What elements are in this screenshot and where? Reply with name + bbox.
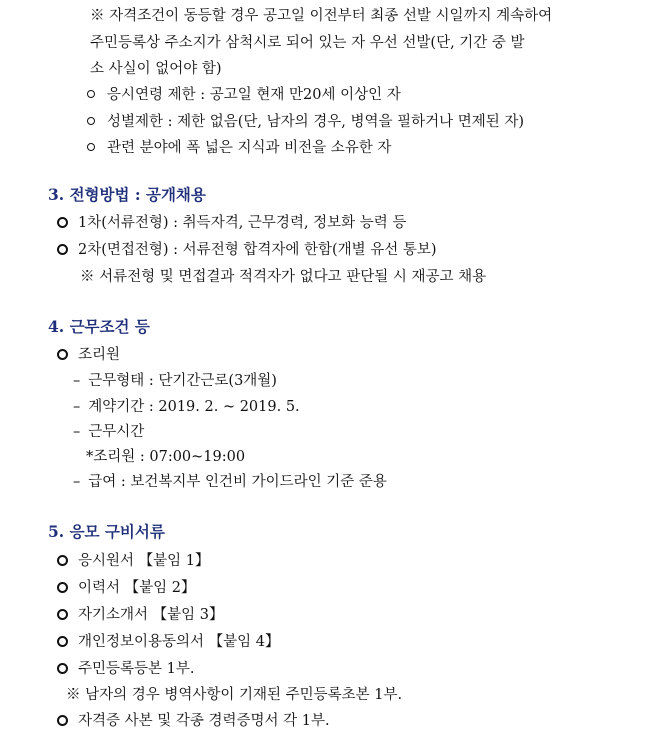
list-item	[57, 551, 210, 571]
section-3-heading: 3. 전형방법 : 공개채용	[48, 185, 206, 204]
second-stage-text: 2차(면접전형) : 서류전형 합격자에 한함(개별 유선 통보)	[78, 242, 437, 258]
selection-note: ※ 서류전형 및 면접결과 적격자가 없다고 판단될 시 재공고 채용	[80, 269, 487, 285]
circle-bullet-icon	[57, 217, 68, 228]
circle-bullet-icon	[57, 636, 68, 647]
list-item	[57, 240, 437, 260]
sub-item	[73, 422, 144, 442]
list-item	[57, 213, 406, 233]
dash-bullet-icon: –	[73, 424, 81, 440]
circle-bullet-icon	[57, 663, 68, 674]
sub-item	[73, 472, 387, 492]
working-hours-label: 근무시간	[88, 424, 145, 440]
list-item	[57, 605, 224, 625]
small-circle-bullet-icon	[87, 117, 95, 125]
small-circle-bullet-icon	[87, 143, 95, 151]
list-item	[57, 659, 195, 679]
age-limit-text: 응시연령 제한 : 공고일 현재 만20세 이상인 자	[107, 87, 401, 103]
list-item	[57, 578, 195, 598]
eligibility-note-line-3: 소 사실이 없어야 함)	[90, 61, 222, 77]
list-item	[57, 711, 330, 731]
sub-item	[73, 371, 277, 391]
privacy-consent-text: 개인정보이용동의서 【붙임 4】	[78, 634, 280, 650]
gender-limit-text: 성별제한 : 제한 없음(단, 남자의 경우, 병역을 필하거나 면제된 자)	[107, 114, 525, 130]
employment-type-text: 근무형태 : 단기간근로(3개월)	[88, 373, 277, 389]
dash-bullet-icon: –	[73, 373, 81, 389]
circle-bullet-icon	[57, 715, 68, 726]
application-form-text: 응시원서 【붙임 1】	[78, 553, 210, 569]
circle-bullet-icon	[57, 555, 68, 566]
sub-item	[73, 397, 300, 417]
cook-position-text: 조리원	[78, 347, 121, 363]
list-item	[57, 345, 120, 365]
list-item	[87, 138, 391, 158]
pay-text: 급여 : 보건복지부 인건비 가이드라인 기준 준용	[88, 474, 387, 490]
resident-registration-text: 주민등록등본 1부.	[78, 661, 195, 677]
working-hours-note: *조리원 : 07:00~19:00	[86, 449, 246, 465]
knowledge-requirement-text: 관련 분야에 폭 넓은 지식과 비전을 소유한 자	[107, 140, 392, 156]
list-item	[57, 632, 280, 652]
dash-bullet-icon: –	[73, 399, 81, 415]
dash-bullet-icon: –	[73, 474, 81, 490]
circle-bullet-icon	[57, 349, 68, 360]
list-item	[87, 112, 524, 132]
circle-bullet-icon	[57, 582, 68, 593]
section-5-heading: 5. 응모 구비서류	[48, 522, 165, 541]
eligibility-note-line-1: ※ 자격조건이 동등할 경우 공고일 이전부터 최종 선발 시일까지 계속하여	[90, 8, 553, 24]
resume-text: 이력서 【붙임 2】	[78, 580, 196, 596]
eligibility-note-line-2: 주민등록상 주소지가 삼척시로 되어 있는 자 우선 선발(단, 기간 중 발	[90, 35, 525, 51]
certificates-text: 자격증 사본 및 각종 경력증명서 각 1부.	[78, 713, 330, 729]
small-circle-bullet-icon	[87, 90, 95, 98]
circle-bullet-icon	[57, 244, 68, 255]
contract-period-text: 계약기간 : 2019. 2. ~ 2019. 5.	[88, 399, 300, 415]
self-intro-text: 자기소개서 【붙임 3】	[78, 607, 224, 623]
circle-bullet-icon	[57, 609, 68, 620]
section-4-heading: 4. 근무조건 등	[48, 317, 150, 336]
first-stage-text: 1차(서류전형) : 취득자격, 근무경력, 정보화 능력 등	[78, 215, 407, 231]
military-note: ※ 남자의 경우 병역사항이 기재된 주민등록초본 1부.	[66, 687, 403, 703]
list-item	[87, 85, 401, 105]
